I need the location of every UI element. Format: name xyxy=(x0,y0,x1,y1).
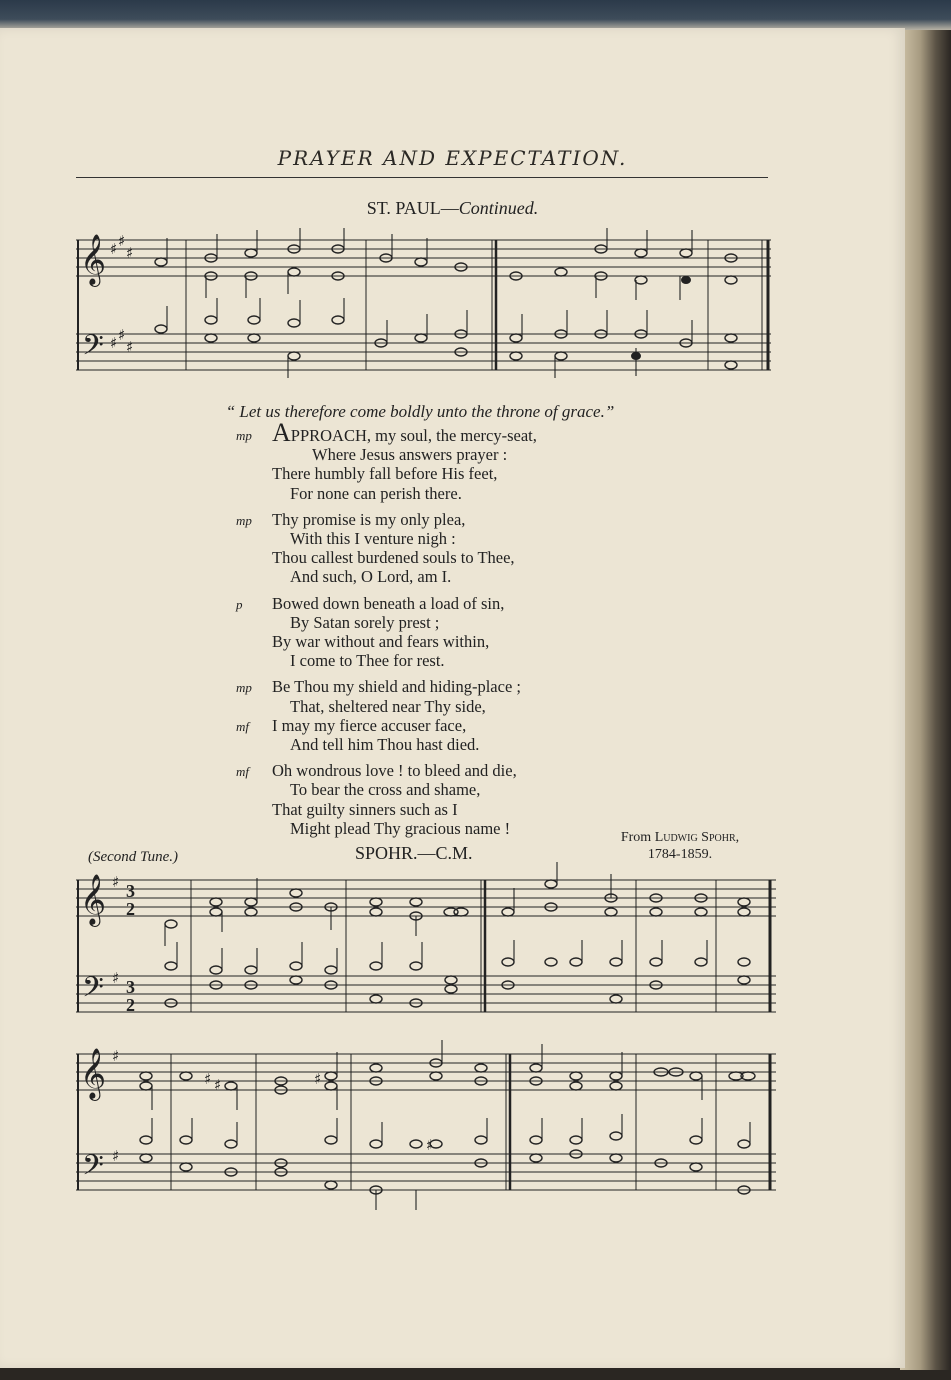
verse-line xyxy=(240,819,537,838)
verse-text: I come to Thee for rest. xyxy=(290,651,445,671)
verse-text: Oh wondrous love ! to bleed and die, xyxy=(272,761,517,781)
verse-line xyxy=(240,529,537,548)
running-title: PRAYER AND EXPECTATION. xyxy=(277,146,628,170)
composer-name: Ludwig Spohr, xyxy=(654,830,740,845)
verse-text: That, sheltered near Thy side, xyxy=(290,696,486,716)
verse-text: Bowed down beneath a load of sin, xyxy=(272,593,505,613)
tune-name: ST. PAUL— xyxy=(366,198,459,218)
svg-text:♯: ♯ xyxy=(118,326,126,344)
verse-text: Be Thou my shield and hiding-place ; xyxy=(272,677,521,697)
dynamic-marking: mf xyxy=(236,718,249,734)
dynamic-marking: mp xyxy=(236,512,252,528)
music-notation xyxy=(76,862,776,1032)
verse-line xyxy=(240,484,537,503)
dynamic-marking: mp xyxy=(236,680,252,696)
svg-text:♯: ♯ xyxy=(118,232,126,250)
bass-staff xyxy=(76,334,771,370)
verse-gap xyxy=(240,587,537,594)
verse-text: And such, O Lord, am I. xyxy=(290,567,452,587)
verse-line xyxy=(240,445,537,464)
composer-credit xyxy=(595,829,765,863)
svg-text:♯: ♯ xyxy=(126,244,134,262)
verse-gap xyxy=(240,503,537,510)
verse-line xyxy=(240,613,537,632)
svg-text:♯: ♯ xyxy=(110,334,118,352)
verse-text: Where Jesus answers prayer : xyxy=(312,445,508,465)
verse-line xyxy=(240,632,537,651)
verse-text: With this I venture nigh : xyxy=(290,529,456,549)
svg-text:♯: ♯ xyxy=(314,1070,322,1088)
composer-source: From xyxy=(620,830,652,845)
score-system-st-paul xyxy=(76,228,776,388)
dynamic-marking: p xyxy=(236,596,243,612)
tune-continued: Continued. xyxy=(458,198,539,218)
verse-line xyxy=(240,651,537,670)
verse-gap xyxy=(240,754,537,761)
svg-text:𝄞: 𝄞 xyxy=(80,1048,107,1099)
tune-title xyxy=(0,198,905,219)
verse-line xyxy=(236,593,537,613)
dynamic-marking: mf xyxy=(236,764,249,780)
verse-text: Might plead Thy gracious name ! xyxy=(290,818,511,838)
verse-line xyxy=(240,464,537,483)
verse-text: Thy promise is my only plea, xyxy=(272,509,466,529)
verse-line xyxy=(240,548,537,567)
verse-text: There humbly fall before His feet, xyxy=(272,464,498,484)
hymn-text xyxy=(236,418,537,838)
svg-text:♯: ♯ xyxy=(110,240,118,258)
verse-text: For none can perish there. xyxy=(290,483,462,503)
verse-text: PPROACH, my soul, the mercy-seat, xyxy=(290,426,537,445)
svg-text:♯: ♯ xyxy=(204,1070,212,1088)
svg-text:3: 3 xyxy=(126,881,135,901)
tune2-title: SPOHR.—C.M. xyxy=(355,843,473,863)
verse-line xyxy=(240,697,537,716)
svg-text:♯: ♯ xyxy=(126,338,134,356)
verse-line xyxy=(240,780,537,799)
verse-line xyxy=(240,800,537,819)
svg-text:2: 2 xyxy=(126,995,135,1015)
verse-line xyxy=(240,567,537,586)
verse-line xyxy=(240,735,537,754)
second-tune-label: (Second Tune.) xyxy=(88,849,178,865)
verse-text: I may my fierce accuser face, xyxy=(272,715,467,735)
verse-gap xyxy=(240,670,537,677)
verse-text: By war without and fears within, xyxy=(272,632,490,652)
dynamic-marking: mp xyxy=(236,428,252,443)
drop-initial: A xyxy=(272,418,291,447)
svg-text:♯: ♯ xyxy=(112,873,120,891)
music-notation xyxy=(76,1040,776,1215)
verse-line xyxy=(236,761,537,781)
music-notation xyxy=(76,228,776,388)
svg-text:♯: ♯ xyxy=(214,1076,222,1094)
verse-text: By Satan sorely prest ; xyxy=(290,612,440,632)
svg-text:♯: ♯ xyxy=(112,1047,120,1065)
svg-text:𝄢: 𝄢 xyxy=(82,971,104,1011)
svg-text:♯: ♯ xyxy=(426,1136,434,1154)
svg-text:𝄞: 𝄞 xyxy=(80,874,107,925)
verse-text: That guilty sinners such as I xyxy=(272,799,458,819)
verse-text: To bear the cross and shame, xyxy=(290,780,481,800)
verse-line xyxy=(236,509,537,529)
verse-line xyxy=(236,677,537,697)
header-rule xyxy=(76,177,768,178)
svg-text:2: 2 xyxy=(126,899,135,919)
verse-line xyxy=(236,418,537,447)
svg-text:𝄢: 𝄢 xyxy=(82,329,104,369)
svg-text:♯: ♯ xyxy=(112,969,120,987)
svg-text:𝄢: 𝄢 xyxy=(82,1149,104,1189)
score-system-spohr-1 xyxy=(76,862,776,1032)
page-edges xyxy=(900,30,951,1370)
score-system-spohr-2 xyxy=(76,1040,776,1215)
verse-text: Thou callest burdened souls to Thee, xyxy=(272,548,515,568)
epigraph: “ Let us therefore come boldly unto the throne of grace.” xyxy=(225,402,615,421)
verse-text: And tell him Thou hast died. xyxy=(290,735,480,755)
composer-dates: 1784-1859. xyxy=(647,847,713,862)
svg-text:𝄞: 𝄞 xyxy=(80,234,107,285)
svg-text:♯: ♯ xyxy=(112,1147,120,1165)
svg-text:3: 3 xyxy=(126,977,135,997)
verse-line xyxy=(236,715,537,735)
